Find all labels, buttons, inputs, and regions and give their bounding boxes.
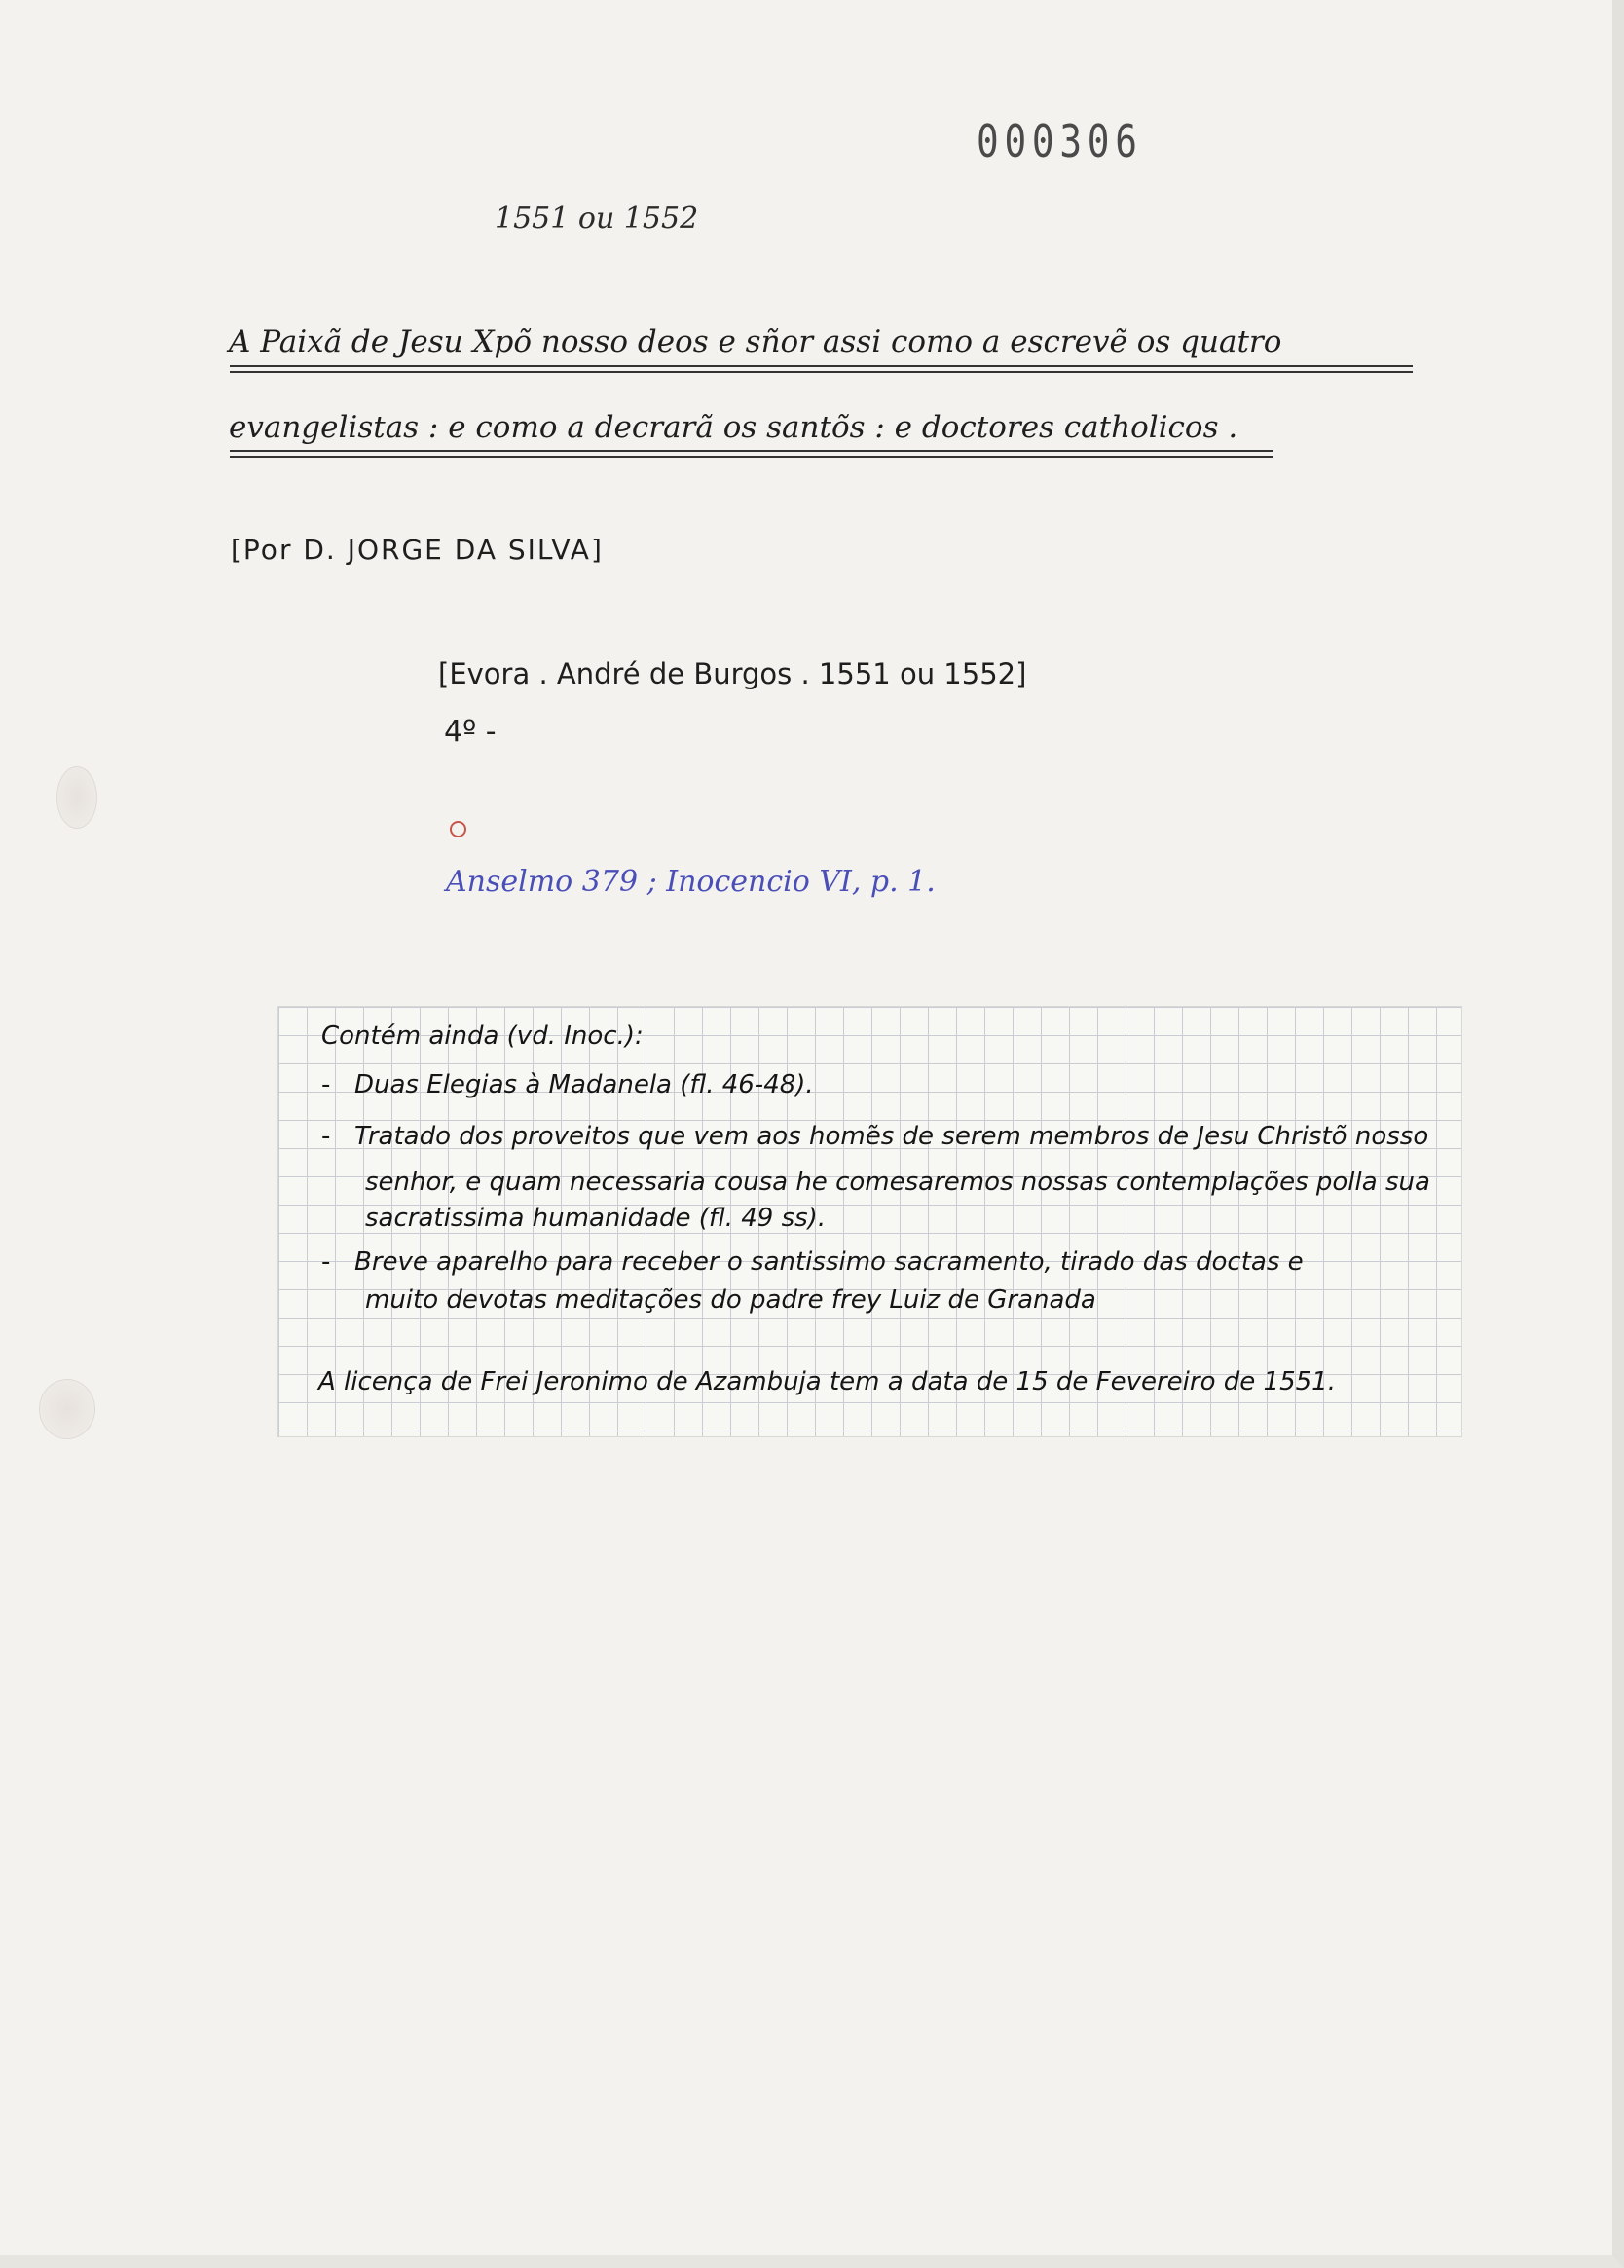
title-line-1: A Paixã de Jesu Xpõ nosso deos e sñor assi como a escrevẽ os quatro (229, 324, 1282, 359)
title-line-1-underline (230, 365, 1413, 367)
note-item-3 (321, 1247, 1304, 1277)
title-line-2-underline (230, 450, 1273, 452)
licence-note: A licença de Frei Jeronimo de Azambuja tem a data de 15 de Fevereiro de 1551. (318, 1367, 1336, 1396)
title-line-1-underline-second (230, 371, 1413, 373)
note-item-2-line-2: senhor, e quam necessaria cousa he comesaremos nossas contemplações polla sua (365, 1168, 1430, 1197)
red-circle-mark (450, 821, 466, 837)
bibliographic-references: Anselmo 379 ; Inocencio VI, p. 1. (446, 865, 936, 899)
note-item-2 (321, 1122, 1428, 1151)
bullet-dash: - (321, 1070, 331, 1099)
notes-heading: Contém ainda (vd. Inoc.): (321, 1022, 644, 1051)
stamp-number: 000306 (977, 115, 1143, 167)
title-line-2: evangelistas : e como a decrarã os santõs : e doctores catholicos . (229, 410, 1238, 445)
author-attribution: [Por D. JORGE DA SILVA] (231, 534, 604, 566)
note-item-2-text: Tratado dos proveitos que vem aos homẽs de serem membros de Jesu Christõ nosso (354, 1122, 1429, 1151)
imprint: [Evora . André de Burgos . 1551 ou 1552] (438, 657, 1027, 690)
note-item-3-text: Breve aparelho para receber o santissimo sacramento, tirado das doctas e (354, 1247, 1304, 1277)
punch-hole-lower (39, 1379, 95, 1439)
book-format: 4º - (444, 715, 497, 749)
punch-hole-upper (56, 766, 97, 829)
bullet-dash: - (321, 1122, 331, 1151)
publication-date: 1551 ou 1552 (495, 202, 699, 236)
bullet-dash: - (321, 1247, 331, 1277)
note-item-1-text: Duas Elegias à Madanela (fl. 46-48). (354, 1070, 814, 1099)
note-item-2-line-3: sacratissima humanidade (fl. 49 ss). (365, 1204, 827, 1233)
note-item-1 (321, 1070, 814, 1099)
title-line-2-underline-second (230, 456, 1273, 458)
note-item-3-line-2: muito devotas meditações do padre frey Luiz de Granada (365, 1285, 1096, 1315)
